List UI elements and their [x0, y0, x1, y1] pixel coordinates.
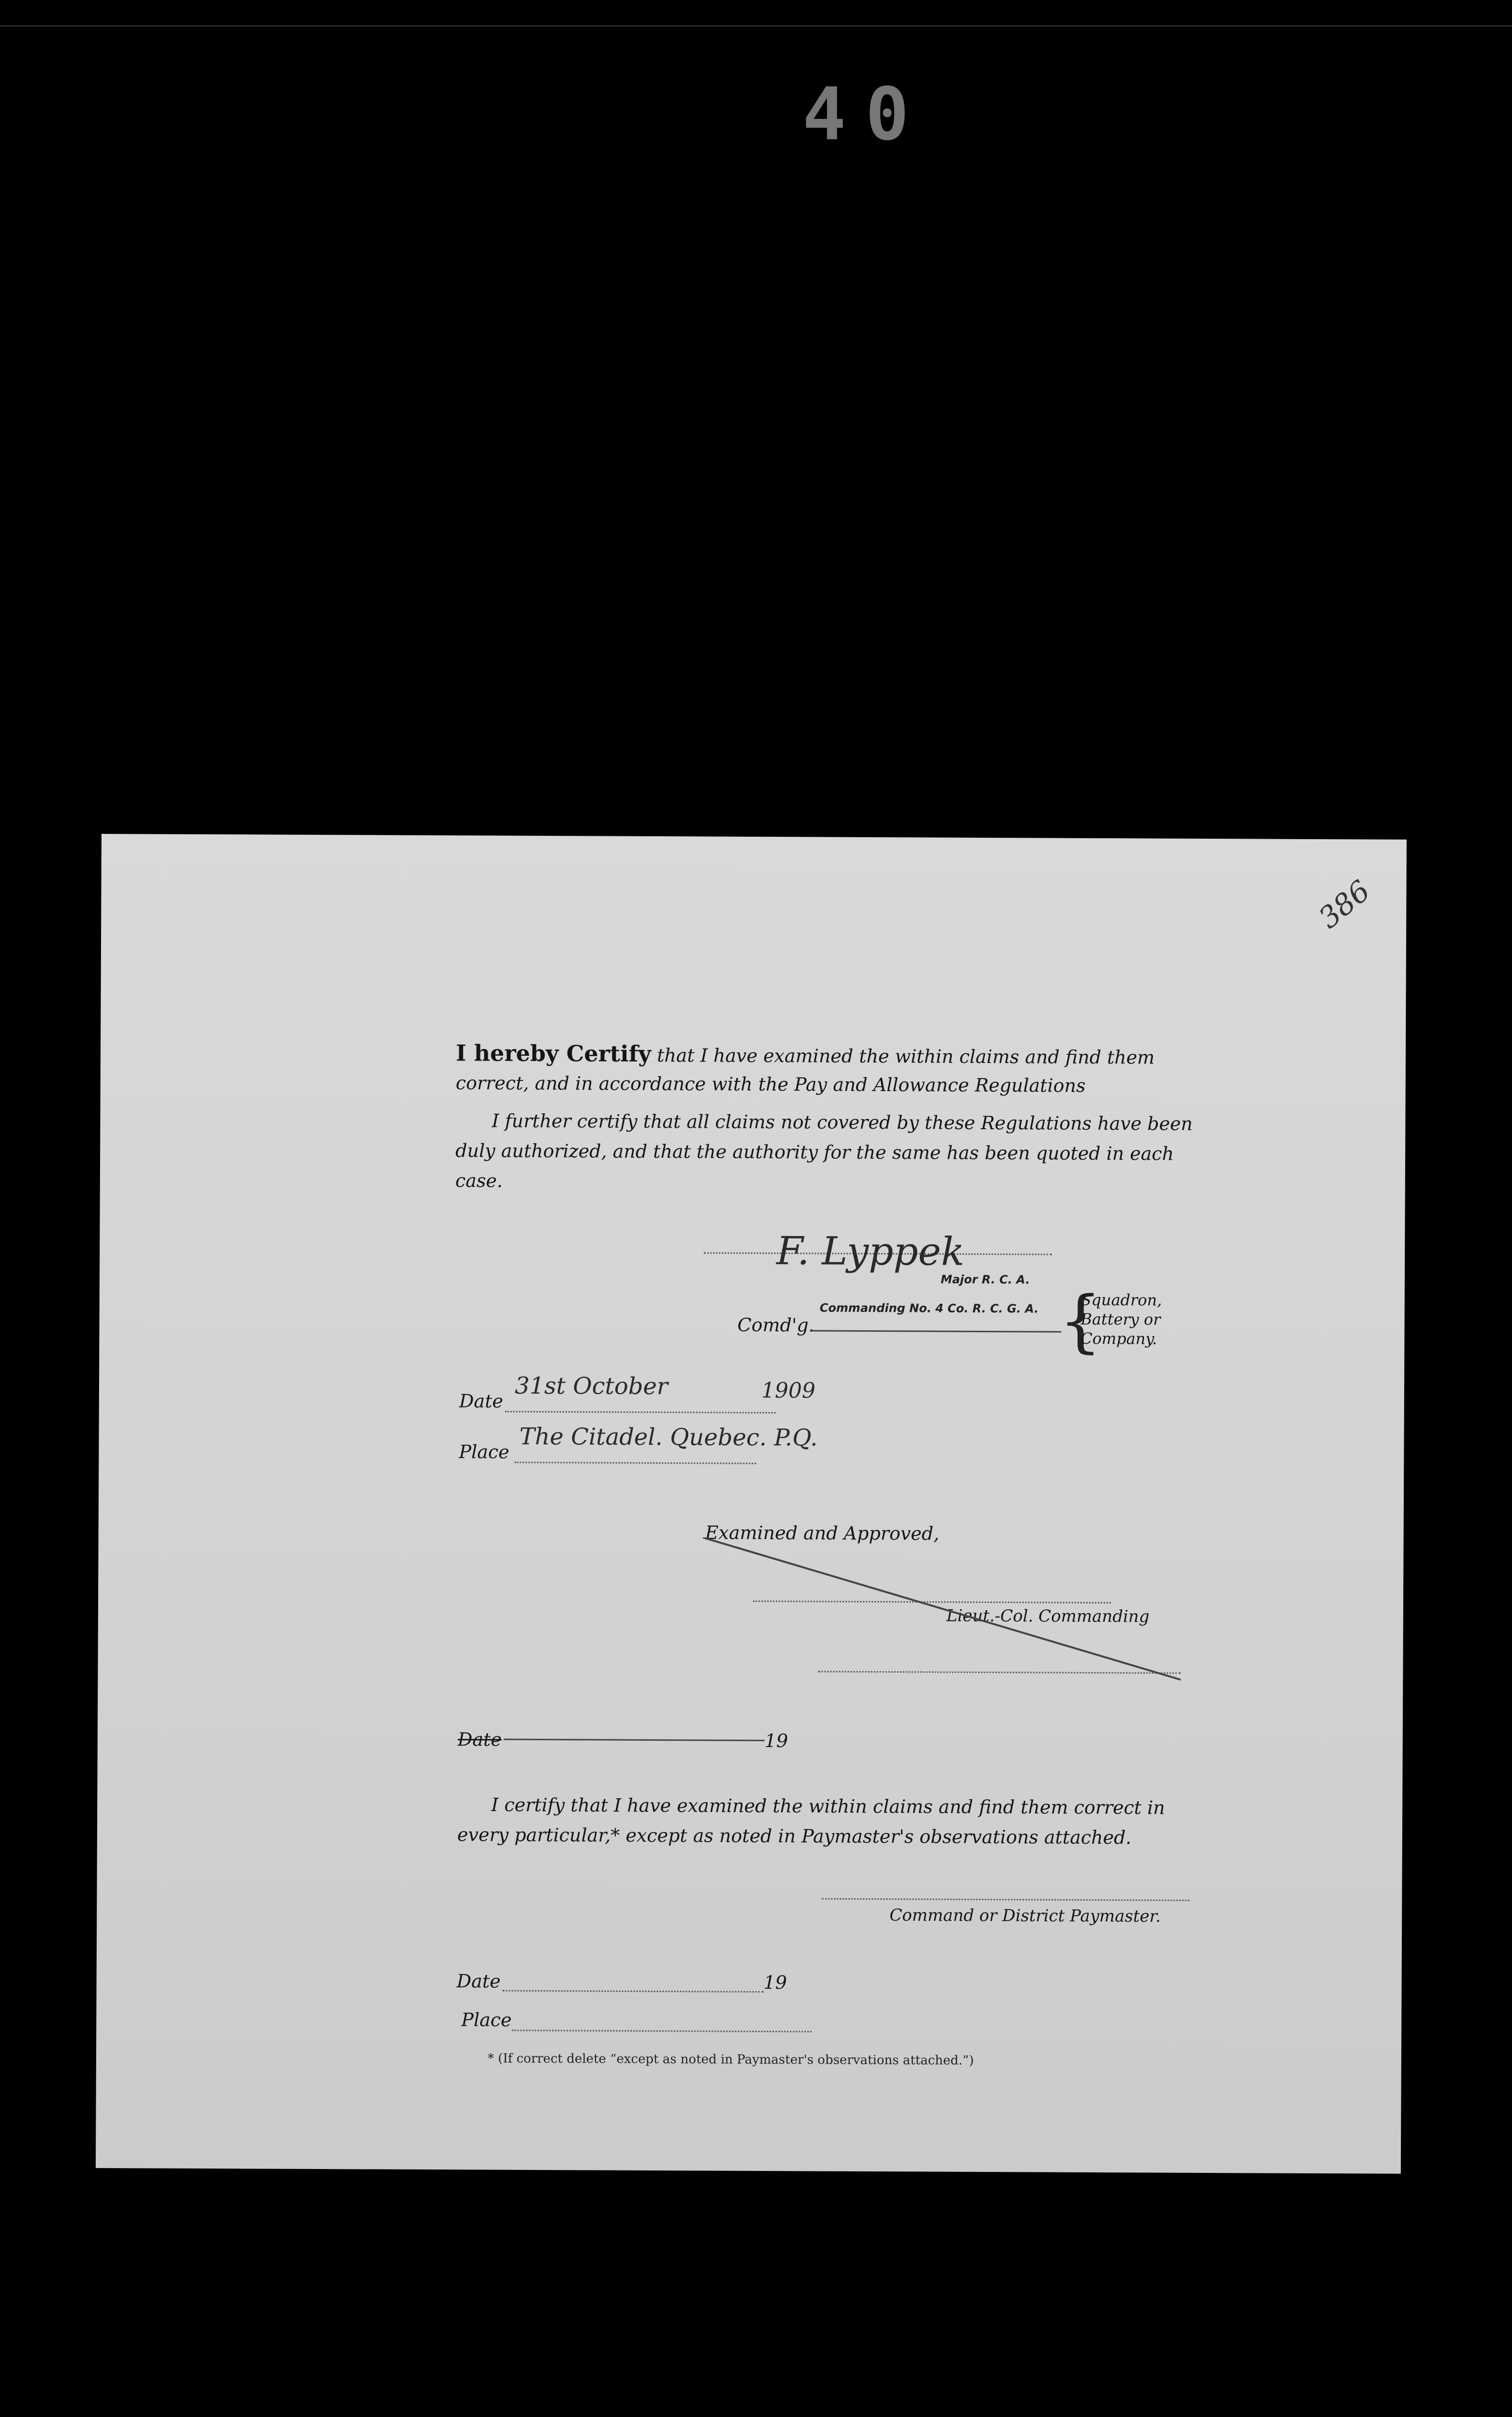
date-line [505, 1411, 776, 1413]
rank-stamp: Major R. C. A. [940, 1272, 1030, 1287]
certify-line-1 [456, 1038, 1155, 1072]
further-line-1: I further certify that all claims not covered by these Regulations have been [492, 1110, 1193, 1135]
paymaster-title: Command or District Paymaster. [889, 1906, 1161, 1926]
further-line-2: duly authorized, and that the authority for the same has been quoted in each [455, 1140, 1174, 1165]
unit-type-1: Squadron, [1080, 1290, 1162, 1310]
comdg-label: Comd'g. [737, 1314, 814, 1336]
strike-through-line [702, 1537, 1186, 1684]
paymaster-line-2: every particular,* except as noted in Paymaster's observations attached. [457, 1824, 1132, 1849]
folio-number: 386 [1312, 874, 1377, 935]
certify-text-1: that I have examined the within claims and find them [657, 1045, 1155, 1068]
place-value: The Citadel. Quebec. P.Q. [519, 1423, 818, 1452]
comdg-line [810, 1330, 1061, 1332]
place3-line [512, 2030, 812, 2033]
place-line [514, 1462, 756, 1464]
date-year: 1909 [761, 1378, 816, 1403]
unit-stamp: Commanding No. 4 Co. R. C. G. A. [819, 1301, 1039, 1316]
document-page [96, 834, 1407, 2174]
footnote: * (If correct delete “except as noted in Paymaster's observations attached.”) [487, 2051, 974, 2068]
certify-heading: I hereby Certify [455, 1040, 652, 1067]
date3-label: Date [456, 1970, 501, 1992]
paymaster-line [822, 1898, 1189, 1901]
place-label: Place [459, 1441, 509, 1463]
paymaster-line-1: I certify that I have examined the within claims and find them correct in [491, 1794, 1165, 1819]
frame-number: 40 [802, 73, 929, 157]
signature: F. Lyppek [776, 1228, 965, 1274]
unit-type-3: Company. [1080, 1329, 1157, 1348]
date3-line [503, 1990, 764, 1993]
date-label: Date [459, 1390, 503, 1412]
date2-label: Date [457, 1729, 502, 1750]
date2-year: 19 [764, 1730, 788, 1752]
unit-type-2: Battery or [1080, 1310, 1161, 1329]
film-edge-line [0, 25, 1512, 27]
certify-line-2: correct, and in accordance with the Pay and Allowance Regulations [455, 1072, 1086, 1096]
date-value: 31st October [514, 1372, 668, 1400]
brace: { [1059, 1281, 1103, 1361]
further-line-3: case. [455, 1170, 503, 1192]
ltcol-label: Lieut.-Col. Commanding [946, 1606, 1149, 1627]
date2-strike [504, 1739, 765, 1741]
date3-year: 19 [763, 1971, 787, 1994]
place3-label: Place [461, 2009, 512, 2031]
examined-label: Examined and Approved, [705, 1522, 940, 1544]
